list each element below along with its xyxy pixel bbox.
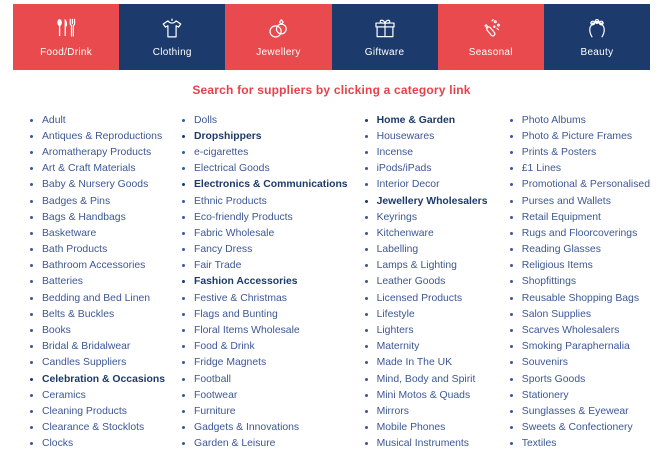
list-item — [510, 112, 650, 128]
list-item — [510, 258, 650, 274]
bullet-icon — [30, 313, 33, 316]
bullet-icon — [510, 313, 513, 316]
list-item — [365, 128, 493, 144]
bullet-icon — [365, 280, 368, 283]
category-link[interactable]: Dolls — [194, 114, 218, 126]
bullet-icon — [30, 216, 33, 219]
list-item — [30, 161, 165, 177]
bullet-icon — [30, 297, 33, 300]
list-item — [182, 128, 348, 144]
category-link[interactable]: Bedding and Bed Linen — [42, 292, 151, 304]
category-link[interactable]: Gadgets & Innovations — [194, 422, 300, 434]
category-link[interactable]: Football — [194, 373, 231, 385]
category-column — [348, 112, 493, 452]
list-item — [30, 193, 165, 209]
bullet-icon — [365, 329, 368, 332]
category-link[interactable]: Clearance & Stocklots — [42, 422, 145, 434]
tab-label: Beauty — [580, 47, 614, 58]
list-item — [182, 371, 348, 387]
list-item — [510, 128, 650, 144]
bullet-icon — [510, 361, 513, 364]
category-link[interactable]: Dropshippers — [194, 130, 262, 142]
list-item — [365, 420, 493, 436]
bullet-icon — [510, 280, 513, 283]
list-item — [510, 355, 650, 371]
bullet-icon — [30, 410, 33, 413]
list-item — [182, 177, 348, 193]
category-link[interactable]: Eco-friendly Products — [194, 211, 293, 223]
category-link[interactable]: Ceramics — [42, 389, 86, 401]
list-item — [365, 177, 493, 193]
bullet-icon — [182, 135, 185, 138]
list-item — [30, 225, 165, 241]
bullet-icon — [182, 167, 185, 170]
bullet-icon — [182, 264, 185, 267]
category-link[interactable]: Ethnic Products — [194, 195, 267, 207]
category-link[interactable]: Mind, Body and Spirit — [376, 373, 476, 385]
list-item — [510, 177, 650, 193]
list-item — [510, 371, 650, 387]
list-item — [182, 322, 348, 338]
category-link[interactable]: Furniture — [194, 405, 236, 417]
bullet-icon — [365, 151, 368, 154]
bullet-icon — [365, 410, 368, 413]
category-link[interactable]: Reusable Shopping Bags — [521, 292, 640, 304]
bullet-icon — [182, 361, 185, 364]
bullet-icon — [30, 345, 33, 348]
category-link[interactable]: Reading Glasses — [521, 244, 601, 256]
category-link[interactable]: Jewellery Wholesalers — [376, 195, 488, 207]
tab-beauty[interactable] — [544, 4, 650, 70]
bullet-icon — [510, 329, 513, 332]
list-item — [365, 322, 493, 338]
category-link[interactable]: Batteries — [42, 276, 84, 288]
bullet-icon — [30, 151, 33, 154]
category-link[interactable]: Adult — [42, 114, 66, 126]
bullet-icon — [182, 313, 185, 316]
tab-label: Clothing — [152, 47, 192, 58]
list-item — [510, 242, 650, 258]
category-link[interactable]: Musical Instruments — [376, 438, 469, 450]
bullet-icon — [365, 183, 368, 186]
category-link[interactable]: Keyrings — [376, 211, 418, 223]
tab-label: Giftware — [364, 47, 405, 58]
bullet-icon — [365, 313, 368, 316]
bullet-icon — [30, 167, 33, 170]
category-link[interactable]: Mini Motos & Quads — [376, 389, 471, 401]
bullet-icon — [365, 264, 368, 267]
bullet-icon — [365, 378, 368, 381]
list-item — [365, 274, 493, 290]
tab-seasonal[interactable] — [438, 4, 544, 70]
bullet-icon — [182, 378, 185, 381]
list-item — [182, 420, 348, 436]
category-link[interactable]: Sports Goods — [521, 373, 586, 385]
list-item — [182, 387, 348, 403]
list-item — [365, 306, 493, 322]
list-item — [30, 242, 165, 258]
bullet-icon — [365, 345, 368, 348]
category-link-list — [13, 112, 650, 452]
list-item — [182, 403, 348, 419]
list-item — [30, 177, 165, 193]
category-link[interactable]: Incense — [376, 146, 413, 158]
tab-jewellery[interactable] — [225, 4, 331, 70]
list-item — [510, 193, 650, 209]
bullet-icon — [365, 248, 368, 251]
category-link[interactable]: Fashion Accessories — [194, 276, 298, 288]
list-item — [510, 290, 650, 306]
list-item — [365, 290, 493, 306]
list-item — [510, 306, 650, 322]
category-link[interactable]: Stationery — [521, 389, 569, 401]
bullet-icon — [510, 119, 513, 122]
bullet-icon — [30, 232, 33, 235]
category-link[interactable]: Shopfittings — [521, 276, 577, 288]
category-link[interactable]: Fabric Wholesale — [194, 227, 275, 239]
category-link[interactable]: Lifestyle — [376, 308, 415, 320]
category-link[interactable]: Cleaning Products — [42, 405, 127, 417]
bullet-icon — [182, 410, 185, 413]
bullet-icon — [365, 232, 368, 235]
category-link[interactable]: Sunglasses & Eyewear — [521, 405, 629, 417]
list-item — [30, 403, 165, 419]
category-column — [13, 112, 165, 452]
list-item — [30, 355, 165, 371]
bullet-icon — [510, 135, 513, 138]
category-link[interactable]: Photo & Picture Frames — [521, 130, 633, 142]
category-link[interactable]: Electrical Goods — [194, 163, 270, 175]
category-link[interactable]: Bath Products — [42, 244, 108, 256]
bullet-icon — [182, 200, 185, 203]
list-item — [365, 112, 493, 128]
list-item — [30, 274, 165, 290]
category-link[interactable]: Kitchenware — [376, 227, 434, 239]
category-link[interactable]: Licensed Products — [376, 292, 463, 304]
list-item — [182, 161, 348, 177]
bullet-icon — [30, 200, 33, 203]
category-link[interactable]: Purses and Wallets — [521, 195, 611, 207]
bullet-icon — [365, 426, 368, 429]
bullet-icon — [30, 119, 33, 122]
list-item — [510, 209, 650, 225]
category-link[interactable]: Floral Items Wholesale — [194, 325, 300, 337]
bullet-icon — [510, 248, 513, 251]
category-link[interactable]: e-cigarettes — [194, 146, 249, 158]
list-item — [365, 387, 493, 403]
list-item — [365, 242, 493, 258]
category-link[interactable]: Housewares — [376, 130, 435, 142]
list-item — [30, 112, 165, 128]
bullet-icon — [182, 297, 185, 300]
category-link[interactable]: Books — [42, 325, 71, 337]
list-item — [182, 242, 348, 258]
category-link[interactable]: Rugs and Floorcoverings — [521, 227, 638, 239]
category-link[interactable]: Scarves Wholesalers — [521, 325, 620, 337]
list-item — [510, 274, 650, 290]
list-item — [182, 339, 348, 355]
bullet-icon — [30, 183, 33, 186]
list-item — [365, 436, 493, 452]
bullet-icon — [365, 216, 368, 219]
bullet-icon — [182, 151, 185, 154]
bullet-icon — [365, 167, 368, 170]
category-link[interactable]: Flags and Bunting — [194, 308, 278, 320]
gift-icon — [372, 16, 398, 42]
bullet-icon — [510, 297, 513, 300]
bullet-icon — [30, 248, 33, 251]
list-item — [30, 128, 165, 144]
bullet-icon — [30, 361, 33, 364]
list-item — [30, 420, 165, 436]
bullet-icon — [182, 280, 185, 283]
category-link[interactable]: Retail Equipment — [521, 211, 601, 223]
category-column — [493, 112, 650, 452]
list-item — [30, 436, 165, 452]
bullet-icon — [365, 297, 368, 300]
list-item — [182, 112, 348, 128]
category-link[interactable]: £1 Lines — [521, 163, 562, 175]
bullet-icon — [510, 442, 513, 445]
tab-label: Jewellery — [256, 47, 301, 58]
category-link[interactable]: Badges & Pins — [42, 195, 111, 207]
bullet-icon — [30, 329, 33, 332]
list-item — [30, 290, 165, 306]
list-item — [510, 161, 650, 177]
bullet-icon — [365, 442, 368, 445]
category-link[interactable]: Sweets & Confectionery — [521, 422, 633, 434]
tab-giftware[interactable] — [332, 4, 438, 70]
list-item — [510, 436, 650, 452]
bullet-icon — [510, 200, 513, 203]
bullet-icon — [30, 442, 33, 445]
list-item — [365, 193, 493, 209]
list-item — [365, 371, 493, 387]
category-link[interactable]: Footwear — [194, 389, 238, 401]
bullet-icon — [510, 264, 513, 267]
category-link[interactable]: Belts & Buckles — [42, 308, 115, 320]
category-link[interactable]: iPods/iPads — [376, 163, 432, 175]
list-item — [365, 339, 493, 355]
category-link[interactable]: Made In The UK — [376, 357, 453, 369]
list-item — [182, 306, 348, 322]
tab-label: Food/Drink — [40, 47, 93, 58]
beauty-face-icon — [584, 16, 610, 42]
bullet-icon — [182, 119, 185, 122]
bullet-icon — [30, 280, 33, 283]
list-item — [30, 258, 165, 274]
list-item — [182, 144, 348, 160]
category-link[interactable]: Interior Decor — [376, 179, 440, 191]
bullet-icon — [510, 232, 513, 235]
bullet-icon — [30, 378, 33, 381]
list-item — [365, 209, 493, 225]
tab-food-drink[interactable] — [13, 4, 119, 70]
champagne-icon — [478, 16, 504, 42]
category-link[interactable]: Aromatherapy Products — [42, 146, 152, 158]
list-item — [30, 144, 165, 160]
category-link[interactable]: Mobile Phones — [376, 422, 446, 434]
tab-label: Seasonal — [468, 47, 513, 58]
bullet-icon — [182, 394, 185, 397]
category-link[interactable]: Celebration & Occasions — [42, 373, 165, 385]
tshirt-icon — [159, 16, 185, 42]
page-title: Search for suppliers by clicking a category link — [192, 83, 471, 97]
bullet-icon — [365, 394, 368, 397]
list-item — [365, 144, 493, 160]
bullet-icon — [365, 200, 368, 203]
category-link[interactable]: Garden & Leisure — [194, 438, 276, 450]
category-link[interactable]: Clocks — [42, 438, 74, 450]
list-item — [182, 193, 348, 209]
list-item — [30, 306, 165, 322]
bullet-icon — [510, 410, 513, 413]
list-item — [510, 387, 650, 403]
category-link[interactable]: Lamps & Lighting — [376, 260, 457, 272]
category-link[interactable]: Antiques & Reproductions — [42, 130, 163, 142]
bullet-icon — [182, 248, 185, 251]
category-link[interactable]: Home & Garden — [376, 114, 456, 126]
category-link[interactable]: Leather Goods — [376, 276, 446, 288]
bullet-icon — [182, 216, 185, 219]
list-item — [510, 339, 650, 355]
bullet-icon — [30, 135, 33, 138]
category-link[interactable]: Religious Items — [521, 260, 593, 272]
list-item — [30, 339, 165, 355]
category-link[interactable]: Food & Drink — [194, 341, 255, 353]
bullet-icon — [365, 361, 368, 364]
category-link[interactable]: Promotional & Personalised — [521, 179, 650, 191]
list-item — [30, 371, 165, 387]
bullet-icon — [182, 442, 185, 445]
list-item — [365, 403, 493, 419]
category-link[interactable]: Fridge Magnets — [194, 357, 267, 369]
category-link[interactable]: Baby & Nursery Goods — [42, 179, 149, 191]
cutlery-icon — [53, 16, 79, 42]
list-item — [365, 258, 493, 274]
list-item — [30, 322, 165, 338]
category-link[interactable]: Salon Supplies — [521, 308, 592, 320]
category-link[interactable]: Festive & Christmas — [194, 292, 287, 304]
bullet-icon — [510, 426, 513, 429]
category-link[interactable]: Candles Suppliers — [42, 357, 127, 369]
category-link[interactable]: Art & Craft Materials — [42, 163, 136, 175]
list-item — [365, 355, 493, 371]
tab-clothing[interactable] — [119, 4, 225, 70]
list-item — [182, 274, 348, 290]
list-item — [510, 322, 650, 338]
category-link[interactable]: Lighters — [376, 325, 414, 337]
list-item — [510, 225, 650, 241]
category-link[interactable]: Souvenirs — [521, 357, 568, 369]
list-item — [510, 144, 650, 160]
list-item — [365, 225, 493, 241]
list-item — [182, 290, 348, 306]
bullet-icon — [182, 329, 185, 332]
list-item — [510, 403, 650, 419]
category-link[interactable]: Photo Albums — [521, 114, 586, 126]
bullet-icon — [510, 183, 513, 186]
list-item — [182, 258, 348, 274]
bullet-icon — [510, 151, 513, 154]
bullet-icon — [30, 264, 33, 267]
bullet-icon — [182, 426, 185, 429]
category-tab-bar — [13, 4, 650, 70]
list-item — [365, 161, 493, 177]
category-link[interactable]: Mirrors — [376, 405, 409, 417]
category-column — [165, 112, 348, 452]
bullet-icon — [510, 167, 513, 170]
list-item — [182, 225, 348, 241]
bullet-icon — [510, 216, 513, 219]
category-link[interactable]: Bags & Handbags — [42, 211, 126, 223]
list-item — [182, 209, 348, 225]
bullet-icon — [182, 183, 185, 186]
bullet-icon — [365, 135, 368, 138]
bullet-icon — [30, 426, 33, 429]
bullet-icon — [510, 378, 513, 381]
list-item — [182, 355, 348, 371]
list-item — [30, 209, 165, 225]
category-link[interactable]: Basketware — [42, 227, 97, 239]
category-link[interactable]: Fancy Dress — [194, 244, 253, 256]
list-item — [30, 387, 165, 403]
category-link[interactable]: Prints & Posters — [521, 146, 597, 158]
bullet-icon — [510, 345, 513, 348]
category-link[interactable]: Bridal & Bridalwear — [42, 341, 131, 353]
bullet-icon — [510, 394, 513, 397]
bullet-icon — [182, 232, 185, 235]
category-link[interactable]: Electronics & Communications — [194, 179, 348, 191]
bullet-icon — [182, 345, 185, 348]
bullet-icon — [30, 394, 33, 397]
category-link[interactable]: Textiles — [521, 438, 557, 450]
category-link[interactable]: Labelling — [376, 244, 419, 256]
category-link[interactable]: Maternity — [376, 341, 420, 353]
list-item — [182, 436, 348, 452]
category-link[interactable]: Smoking Paraphernalia — [521, 341, 630, 353]
rings-icon — [265, 16, 291, 42]
bullet-icon — [365, 119, 368, 122]
list-item — [510, 420, 650, 436]
category-link[interactable]: Bathroom Accessories — [42, 260, 146, 272]
category-link[interactable]: Fair Trade — [194, 260, 242, 272]
